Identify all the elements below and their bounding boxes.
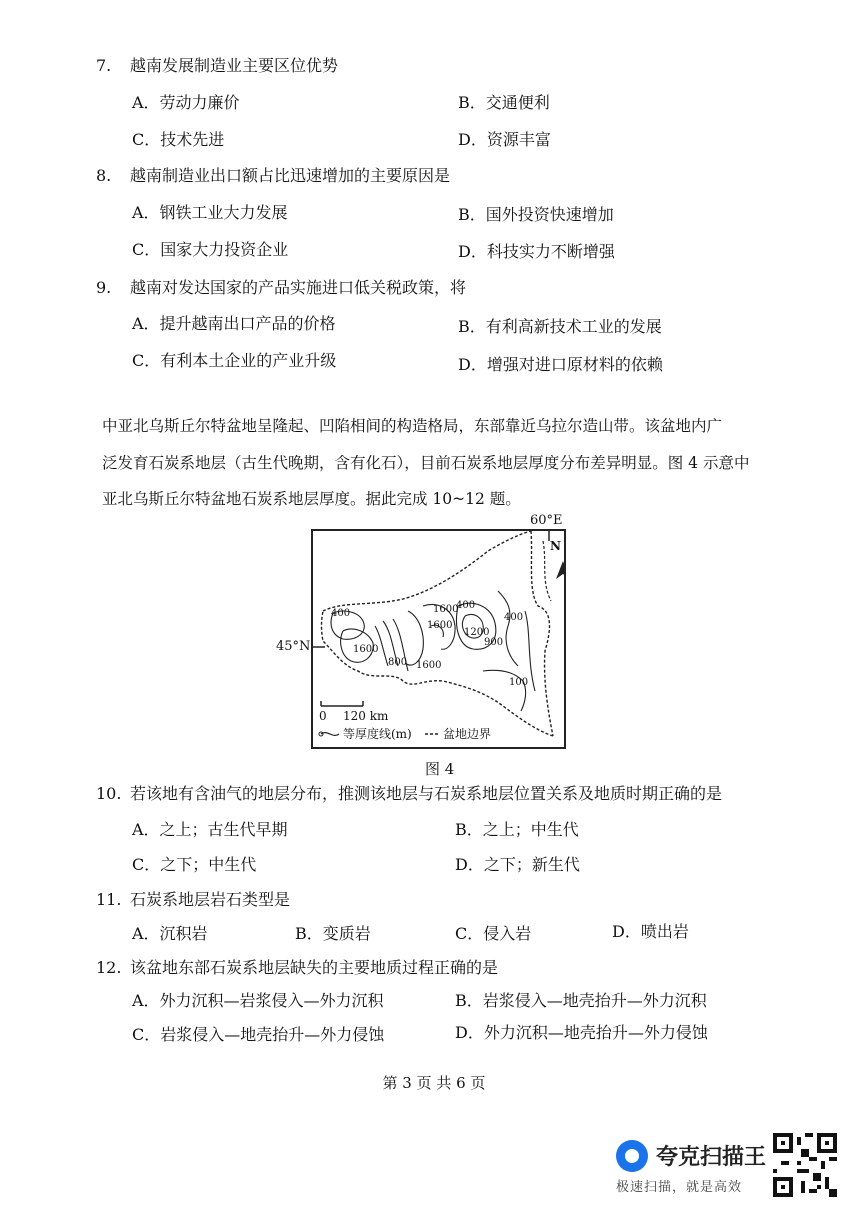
q9-option-d: D．增强对进口原材料的依赖 [458, 355, 663, 374]
question-10-stem: 10. 若该地有含油气的地层分布，推测该地层与石炭系地层位置关系及地质时期正确的是 [96, 784, 723, 803]
passage-line-3: 亚北乌斯丘尔特盆地石炭系地层厚度。据此完成 10~12 题。 [102, 490, 521, 508]
contour-label: 1200 [464, 627, 490, 638]
q8-option-b: B．国外投资快速增加 [458, 205, 614, 224]
passage-line-1: 中亚北乌斯丘尔特盆地呈隆起、凹陷相间的构造格局，东部靠近乌拉尔造山带。该盆地内广 [102, 417, 723, 435]
scale-zero-label: 0 [319, 709, 327, 723]
q12-option-a: A．外力沉积—岩浆侵入—外力沉积 [132, 991, 384, 1010]
q7-option-b: B．交通便利 [458, 93, 550, 112]
latitude-label: 45°N [276, 639, 311, 654]
question-9-stem: 9. 越南对发达国家的产品实施进口低关税政策，将 [96, 278, 467, 297]
contour-label: 1600 [353, 644, 379, 655]
q7-option-d: D．资源丰富 [458, 130, 551, 149]
contour-label: 800 [388, 657, 408, 668]
contour-label: 900 [484, 637, 504, 648]
legend-contour-symbol [321, 733, 339, 736]
q11-option-b: B．变质岩 [295, 924, 371, 943]
q9-option-a: A．提升越南出口产品的价格 [132, 314, 336, 333]
q10-option-b: B．之上；中生代 [455, 820, 579, 839]
q8-option-a: A．钢铁工业大力发展 [132, 203, 288, 222]
scanner-watermark [612, 1132, 772, 1198]
contour-label: 1600 [433, 604, 459, 615]
q12-option-b: B．岩浆侵入—地壳抬升—外力沉积 [455, 991, 707, 1010]
north-arrow-icon [556, 561, 564, 579]
contour-label: 100 [509, 677, 529, 688]
scanner-brand-name: 夸克扫描王 [656, 1145, 767, 1170]
legend-boundary-label: 盆地边界 [443, 727, 492, 741]
q10-option-c: C．之下；中生代 [132, 855, 257, 874]
longitude-label: 60°E [530, 513, 563, 528]
north-label: N [550, 539, 561, 553]
contour-label: 400 [456, 600, 476, 611]
q8-option-d: D．科技实力不断增强 [458, 242, 615, 261]
question-11-stem: 11. 石炭系地层岩石类型是 [96, 890, 291, 909]
q10-option-a: A．之上；古生代早期 [132, 820, 288, 839]
q11-option-c: C．侵入岩 [455, 924, 532, 943]
q12-option-c: C．岩浆侵入—地壳抬升—外力侵蚀 [132, 1025, 385, 1044]
contour-label: 400 [504, 612, 524, 623]
legend-contour-label: 等厚度线(m) [343, 727, 412, 741]
contour-1600-central [405, 611, 423, 665]
scanner-slogan: 极速扫描，就是高效 [616, 1180, 743, 1195]
contour-400-east [498, 591, 518, 666]
contour-label: 400 [331, 608, 351, 619]
figure-caption: 图 4 [425, 760, 455, 778]
passage-line-2: 泛发育石炭系地层（古生代晚期，含有化石），目前石炭系地层厚度分布差异明显。图 4 示意中 [102, 454, 750, 472]
q8-option-c: C．国家大力投资企业 [132, 240, 289, 259]
q10-option-d: D．之下；新生代 [455, 855, 580, 874]
q9-option-b: B．有利高新技术工业的发展 [458, 317, 662, 336]
qr-code-icon [773, 1133, 837, 1197]
q11-option-d: D．喷出岩 [612, 922, 689, 941]
q7-option-a: A．劳动力廉价 [132, 93, 240, 112]
q9-option-c: C．有利本土企业的产业升级 [132, 351, 337, 370]
scale-distance-label: 120 km [343, 709, 389, 723]
question-7-stem: 7. 越南发展制造业主要区位优势 [96, 56, 339, 75]
q12-option-d: D．外力沉积—地壳抬升—外力侵蚀 [455, 1023, 708, 1042]
question-8-stem: 8. 越南制造业出口额占比迅速增加的主要原因是 [96, 166, 451, 185]
q11-option-a: A．沉积岩 [132, 924, 208, 943]
contour-label: 1600 [427, 620, 453, 631]
basin-thickness-map [311, 529, 566, 749]
page-footer: 第 3 页 共 6 页 [382, 1074, 486, 1092]
scanner-logo-icon [616, 1140, 648, 1172]
contour-label: 1600 [416, 660, 442, 671]
question-12-stem: 12. 该盆地东部石炭系地层缺失的主要地质过程正确的是 [96, 958, 499, 977]
q7-option-c: C．技术先进 [132, 130, 225, 149]
